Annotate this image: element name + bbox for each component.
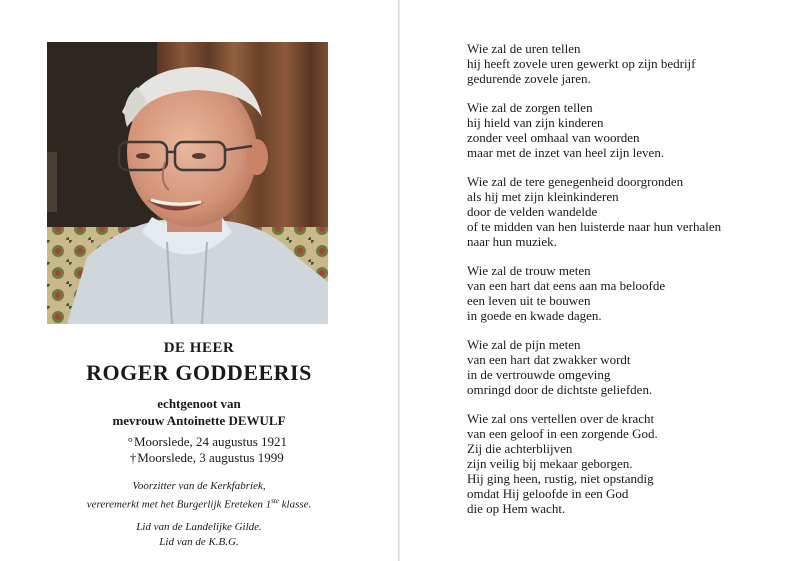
poem-line: Hij ging heen, rustig, niet opstandig [467, 471, 654, 486]
poem-line: of te midden van hen luisterde naar hun verhalen [467, 219, 722, 234]
honorific: DE HEER [163, 340, 235, 356]
poem-line: door de velden wandelde [467, 204, 598, 219]
poem-line: in de vertrouwde omgeving [467, 367, 611, 382]
poem-stanza [467, 337, 787, 397]
bio-line: Lid van de Landelijke Gilde. [136, 520, 262, 533]
death-line [14, 450, 398, 466]
biography [0, 479, 398, 550]
death-symbol: † [129, 450, 137, 465]
poem-stanza [467, 263, 787, 323]
birth-text: Moorslede, 24 augustus 1921 [133, 434, 288, 449]
poem-line: van een geloof in een zorgende God. [467, 426, 658, 441]
poem-line: Wie zal de tere genegenheid doorgronden [467, 174, 684, 189]
poem-line: naar hun muziek. [467, 234, 557, 249]
poem-line: als hij met zijn kleinkinderen [467, 189, 619, 204]
poem-line: Wie zal ons vertellen over de kracht [467, 411, 655, 426]
poem [467, 41, 787, 530]
poem-line: hij heeft zovele uren gewerkt op zijn bedrijf [467, 56, 696, 71]
poem-line: omdat Hij geloofde in een God [467, 486, 629, 501]
poem-stanza [467, 174, 787, 249]
poem-line: in goede en kwade dagen. [467, 308, 602, 323]
deceased-name: ROGER GODDEERIS [86, 360, 312, 385]
poem-line: zonder veel omhaal van woorden [467, 130, 640, 145]
poem-stanza [467, 100, 787, 160]
poem-line: Wie zal de pijn meten [467, 337, 581, 352]
spouse-name: mevrouw Antoinette DEWULF [112, 413, 286, 428]
life-dates [0, 434, 398, 466]
poem-line: Zij die achterblijven [467, 441, 573, 456]
bio-line: vereremerkt met het Burgerlijk Ereteken 1ste klasse. [86, 497, 312, 511]
death-text: Moorslede, 3 augustus 1999 [137, 450, 284, 465]
spouse-label: echtgenoot van [157, 396, 241, 411]
bio-line: Lid van de K.B.G. [159, 535, 239, 548]
poem-line: hij hield van zijn kinderen [467, 115, 604, 130]
poem-line: omringd door de dichtste geliefden. [467, 382, 653, 397]
poem-line: zijn veilig bij mekaar geborgen. [467, 456, 633, 471]
poem-line: een leven uit te bouwen [467, 293, 591, 308]
fold-line [398, 0, 400, 561]
poem-line: Wie zal de zorgen tellen [467, 100, 593, 115]
poem-line: van een hart dat zwakker wordt [467, 352, 631, 367]
poem-stanza [467, 41, 787, 86]
poem-line: gedurende zovele jaren. [467, 71, 591, 86]
bio-line: Voorzitter van de Kerkfabriek, [132, 480, 266, 492]
poem-line: Wie zal de uren tellen [467, 41, 581, 56]
poem-line: maar met de inzet van heel zijn leven. [467, 145, 665, 160]
poem-stanza [467, 411, 787, 516]
left-panel [0, 0, 398, 561]
birth-symbol: ° [127, 434, 133, 449]
poem-line: Wie zal de trouw meten [467, 263, 591, 278]
portrait-photo [47, 42, 328, 324]
birth-line [14, 434, 398, 450]
poem-line: van een hart dat eens aan ma beloofde [467, 278, 666, 293]
poem-line: die op Hem wacht. [467, 501, 566, 516]
